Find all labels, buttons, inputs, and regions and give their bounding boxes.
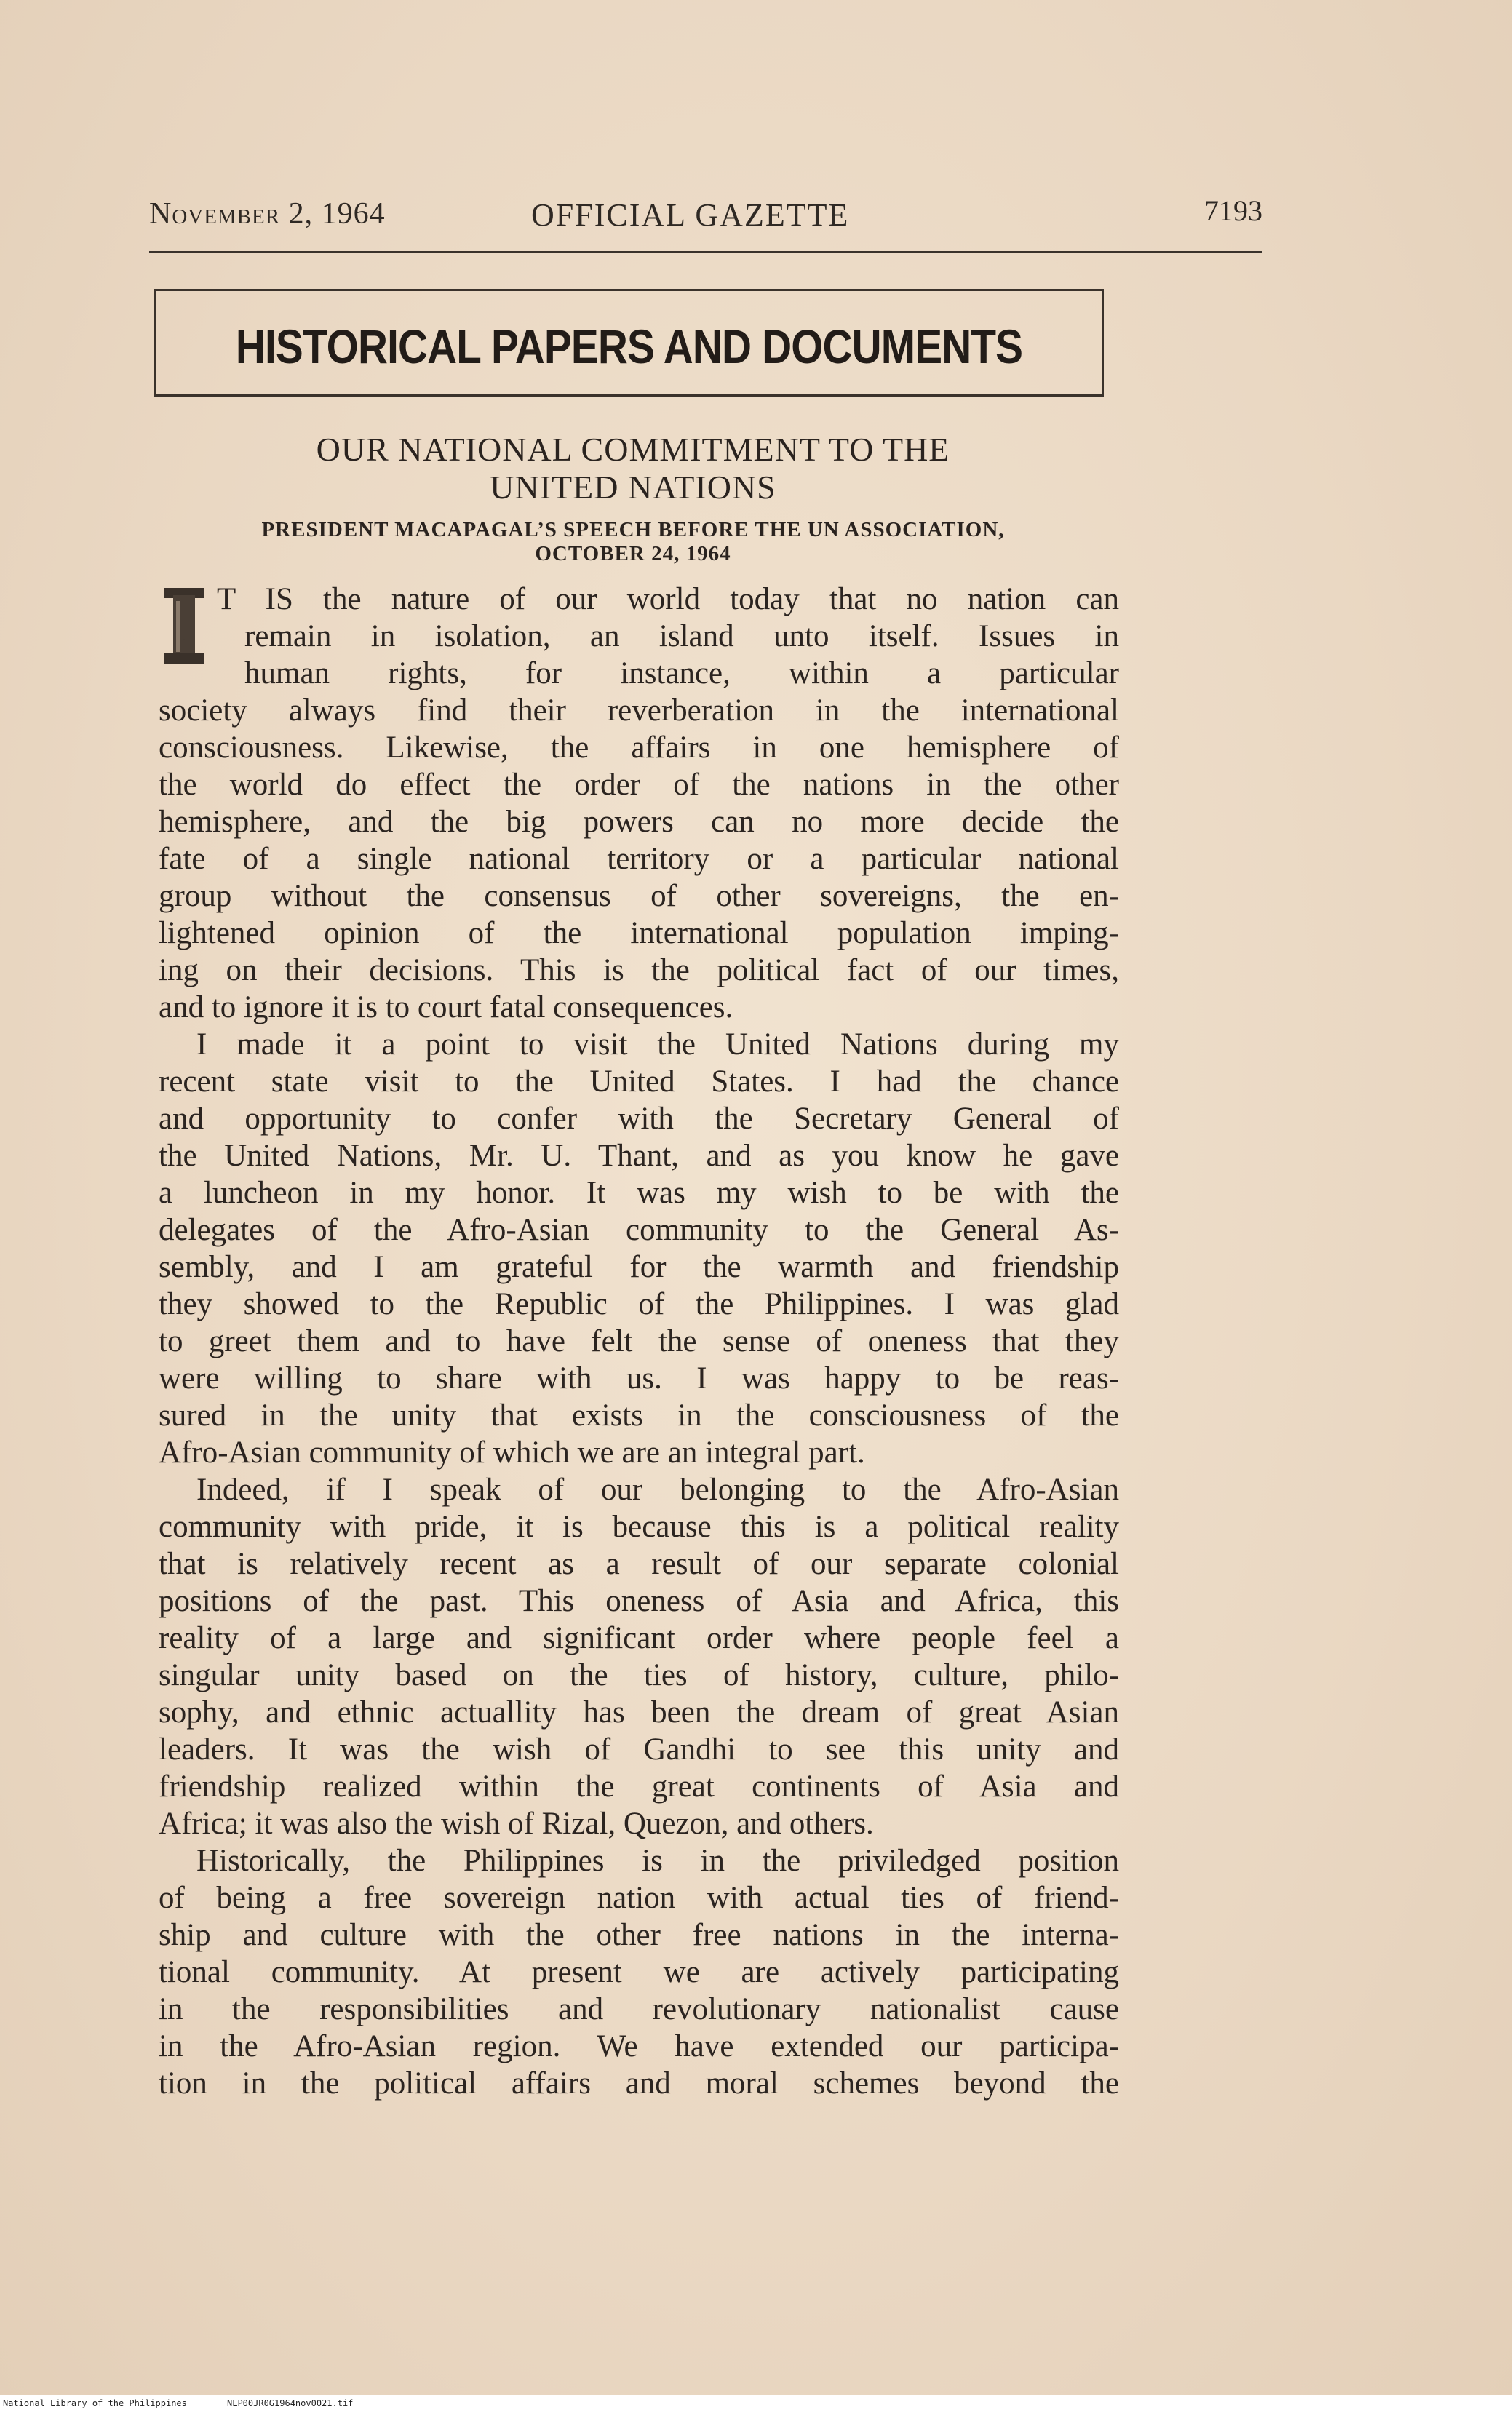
text-line: they showed to the Republic of the Philippines. I was glad [159, 1287, 1119, 1321]
text-line: singular unity based on the ties of history, culture, philo- [159, 1658, 1119, 1692]
text-line: Historically, the Philippines is in the priviledged position [196, 1844, 1119, 1878]
paragraph [159, 1026, 1119, 1471]
article-subtitle-line: PRESIDENT MACAPAGAL’S SPEECH BEFORE THE UN ASSOCIATION, [261, 518, 1005, 541]
text-line: remain in isolation, an island unto itself. Issues in [244, 619, 1119, 653]
section-title-box [154, 289, 1104, 397]
text-line: group without the consensus of other sovereigns, the en- [159, 879, 1119, 913]
text-line: Africa; it was also the wish of Rizal, Quezon, and others. [159, 1807, 874, 1841]
text-line: lightened opinion of the international population imping- [159, 916, 1119, 950]
text-line: and to ignore it is to court fatal consequences. [159, 990, 733, 1024]
article-subtitle [156, 518, 1110, 566]
text-line: I made it a point to visit the United Nations during my [196, 1027, 1119, 1062]
text-line: sophy, and ethnic actuallity has been the dream of great Asian [159, 1695, 1119, 1730]
text-line: ing on their decisions. This is the political fact of our times, [159, 953, 1119, 987]
text-line: in the responsibilities and revolutionary nationalist cause [159, 1992, 1119, 2026]
header-rule [149, 251, 1262, 253]
text-line: human rights, for instance, within a particular [244, 656, 1119, 690]
text-line: hemisphere, and the big powers can no more decide the [159, 805, 1119, 839]
drop-cap [159, 585, 210, 666]
text-line: to greet them and to have felt the sense of oneness that they [159, 1324, 1119, 1358]
article-title-line: UNITED NATIONS [490, 469, 776, 506]
text-line: the world do effect the order of the nations in the other [159, 768, 1119, 802]
text-line: leaders. It was the wish of Gandhi to see this unity and [159, 1732, 1119, 1767]
drop-cap-letter: I [183, 640, 185, 641]
text-line: recent state visit to the United States. I had the chance [159, 1064, 1119, 1099]
text-line: the United Nations, Mr. U. Thant, and as you know he gave [159, 1139, 1119, 1173]
text-line: consciousness. Likewise, the affairs in one hemisphere of [159, 731, 1119, 765]
text-line: and opportunity to confer with the Secretary General of [159, 1102, 1119, 1136]
text-line: fate of a single national territory or a particular national [159, 842, 1119, 876]
text-line: delegates of the Afro-Asian community to the General As- [159, 1213, 1119, 1247]
article-subtitle-line: OCTOBER 24, 1964 [535, 542, 731, 565]
running-head [149, 196, 1262, 240]
header-page-number: 7193 [1204, 194, 1262, 227]
text-line: sured in the unity that exists in the consciousness of the [159, 1398, 1119, 1433]
article-title-line: OUR NATIONAL COMMITMENT TO THE [316, 431, 950, 468]
text-line: T IS the nature of our world today that no nation can [217, 582, 1119, 616]
text-line: friendship realized within the great continents of Asia and [159, 1770, 1119, 1804]
paragraph [159, 581, 1119, 1026]
footer-file: NLP00JR0G1964nov0021.tif [227, 2398, 354, 2408]
header-publication: OFFICIAL GAZETTE [531, 197, 850, 233]
section-title: HISTORICAL PAPERS AND DOCUMENTS [235, 319, 1023, 373]
text-line: were willing to share with us. I was happy to be reas- [159, 1361, 1119, 1396]
text-line: tion in the political affairs and moral schemes beyond the [159, 2066, 1119, 2101]
text-line: reality of a large and significant order where people feel a [159, 1621, 1119, 1655]
header-date: November 2, 1964 [149, 197, 386, 231]
text-line: positions of the past. This oneness of Asia and Africa, this [159, 1584, 1119, 1618]
text-line: in the Afro-Asian region. We have extended our participa- [159, 2029, 1119, 2063]
text-line: society always find their reverberation in the international [159, 693, 1119, 728]
footer-library: National Library of the Philippines [3, 2398, 187, 2408]
article-title [160, 431, 1106, 506]
text-line: Indeed, if I speak of our belonging to the Afro-Asian [196, 1473, 1119, 1507]
text-line: Afro-Asian community of which we are an integral part. [159, 1436, 865, 1470]
article-body [159, 581, 1119, 2102]
paragraph [159, 1471, 1119, 1842]
text-line: sembly, and I am grateful for the warmth and friendship [159, 1250, 1119, 1284]
text-line: tional community. At present we are actively participating [159, 1955, 1119, 1989]
text-line: community with pride, it is because this is a political reality [159, 1510, 1119, 1544]
text-line: a luncheon in my honor. It was my wish to be with the [159, 1176, 1119, 1210]
text-line: that is relatively recent as a result of our separate colonial [159, 1547, 1119, 1581]
paragraph [159, 1842, 1119, 2102]
text-line: of being a free sovereign nation with actual ties of friend- [159, 1881, 1119, 1915]
text-line: ship and culture with the other free nations in the interna- [159, 1918, 1119, 1952]
